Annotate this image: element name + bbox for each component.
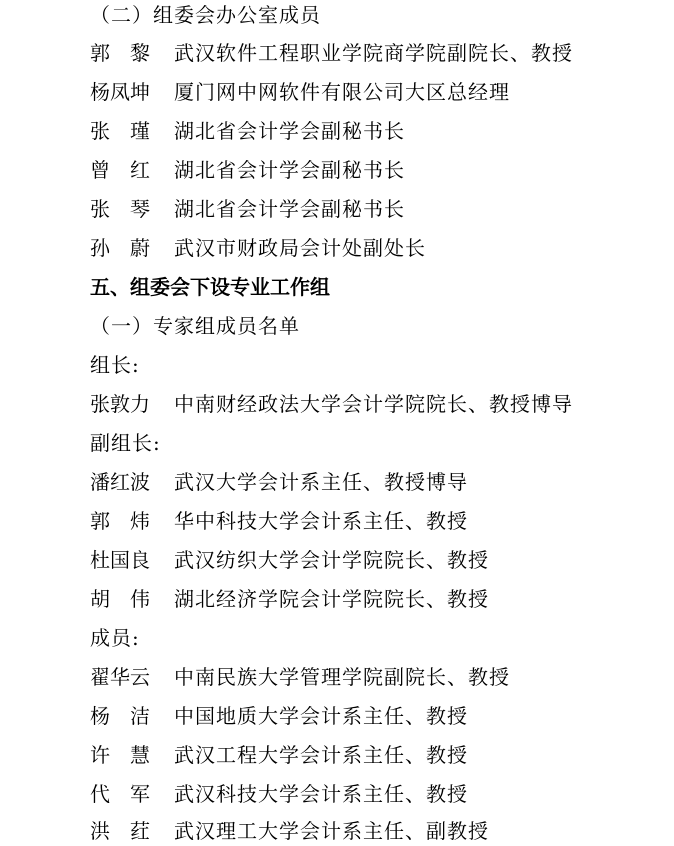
expert-member-row xyxy=(90,779,468,809)
member-role: 中南财经政法大学会计学院院长、教授博导 xyxy=(174,392,573,416)
expert-member-row xyxy=(90,816,489,846)
office-member-row xyxy=(90,38,573,68)
member-role: 武汉工程大学会计系主任、教授 xyxy=(174,743,468,767)
deputy-label: 副组长: xyxy=(90,431,161,455)
office-member-row xyxy=(90,194,405,224)
member-name: 张敦力 xyxy=(90,392,150,416)
member-role: 湖北省会计学会副秘书长 xyxy=(174,197,405,221)
office-member-row xyxy=(90,77,510,107)
member-name: 张 瑾 xyxy=(90,119,150,143)
office-members-subheading: （二）组委会办公室成员 xyxy=(90,3,321,27)
expert-member-row xyxy=(90,701,468,731)
member-role: 中国地质大学会计系主任、教授 xyxy=(174,704,468,728)
member-role: 武汉科技大学会计系主任、教授 xyxy=(174,782,468,806)
leader-row xyxy=(90,389,573,419)
expert-group-subheading: （一）专家组成员名单 xyxy=(90,314,300,338)
member-role: 武汉纺织大学会计学院院长、教授 xyxy=(174,548,489,572)
member-role: 武汉大学会计系主任、教授博导 xyxy=(174,470,468,494)
member-role: 武汉市财政局会计处副处长 xyxy=(174,236,426,260)
member-role: 武汉理工大学会计系主任、副教授 xyxy=(174,819,489,843)
member-name: 潘红波 xyxy=(90,470,150,494)
member-name: 郭 黎 xyxy=(90,41,150,65)
member-name: 曾 红 xyxy=(90,158,150,182)
leader-label: 组长: xyxy=(90,353,140,377)
expert-member-row xyxy=(90,740,468,770)
member-name: 郭 炜 xyxy=(90,509,150,533)
member-role: 湖北经济学院会计学院院长、教授 xyxy=(174,587,489,611)
member-name: 翟华云 xyxy=(90,665,150,689)
member-name: 杨 洁 xyxy=(90,704,150,728)
office-member-row xyxy=(90,233,426,263)
expert-member-row xyxy=(90,662,510,692)
deputy-row xyxy=(90,506,468,536)
member-role: 中南民族大学管理学院副院长、教授 xyxy=(174,665,510,689)
member-name: 张 琴 xyxy=(90,197,150,221)
office-member-row xyxy=(90,116,405,146)
member-name: 洪 荭 xyxy=(90,819,150,843)
members-label: 成员: xyxy=(90,626,140,650)
member-name: 杜国良 xyxy=(90,548,150,572)
member-role: 华中科技大学会计系主任、教授 xyxy=(174,509,468,533)
member-name: 代 军 xyxy=(90,782,150,806)
member-role: 武汉软件工程职业学院商学院副院长、教授 xyxy=(174,41,573,65)
deputy-row xyxy=(90,545,489,575)
member-role: 厦门网中网软件有限公司大区总经理 xyxy=(174,80,510,104)
member-name: 胡 伟 xyxy=(90,587,150,611)
section-five-heading: 五、组委会下设专业工作组 xyxy=(90,275,330,299)
member-role: 湖北省会计学会副秘书长 xyxy=(174,119,405,143)
member-name: 孙 蔚 xyxy=(90,236,150,260)
member-name: 许 慧 xyxy=(90,743,150,767)
office-member-row xyxy=(90,155,405,185)
member-name: 杨凤坤 xyxy=(90,80,150,104)
deputy-row xyxy=(90,467,468,497)
member-role: 湖北省会计学会副秘书长 xyxy=(174,158,405,182)
deputy-row xyxy=(90,584,489,614)
